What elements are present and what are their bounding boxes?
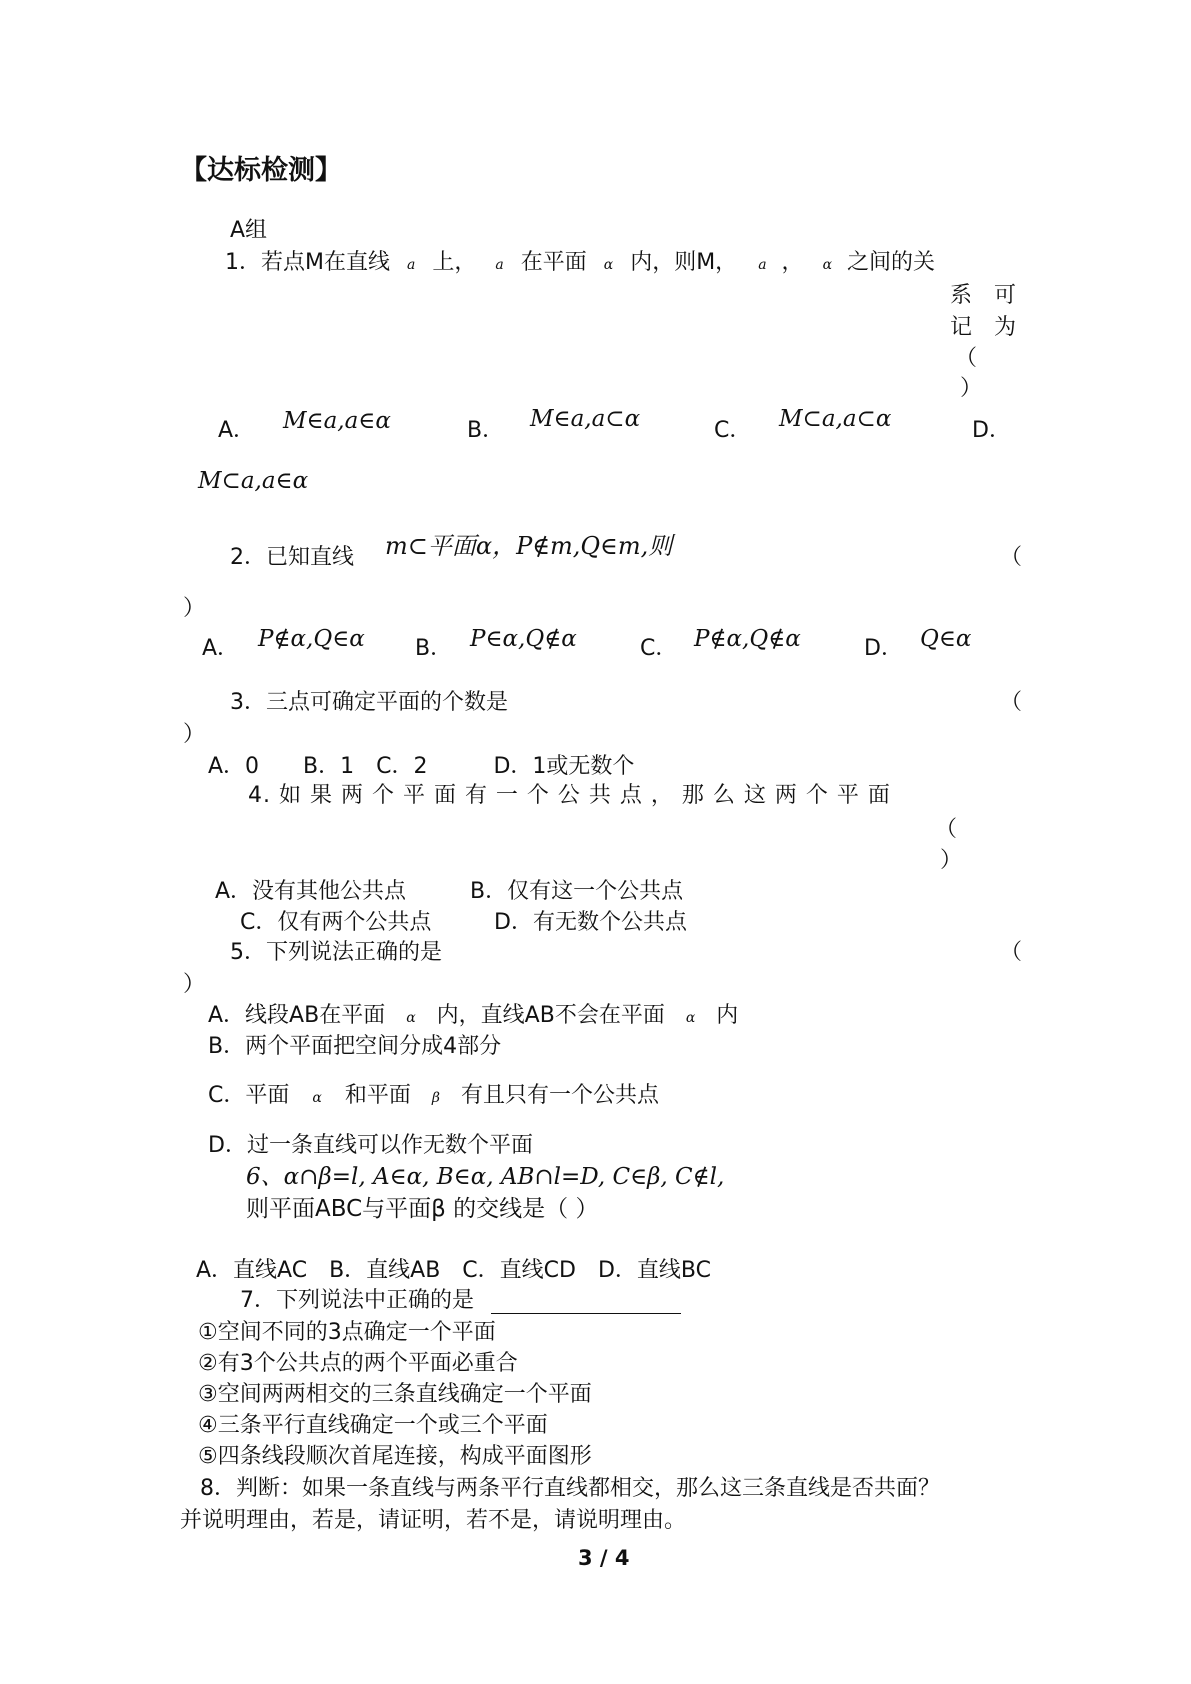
q1-stem bbox=[225, 250, 935, 278]
q5-option-a-part1: A．线段AB在平面 bbox=[208, 1003, 386, 1028]
q5-option-c-part2: 和平面 bbox=[344, 1083, 411, 1108]
q1-comma: ， bbox=[781, 250, 804, 275]
q1-tail-2: 记 为 bbox=[950, 315, 1017, 340]
q5-option-a bbox=[208, 1003, 738, 1031]
q5-paren-close: ） bbox=[183, 972, 206, 997]
q3-paren-open: （ bbox=[1000, 690, 1023, 715]
q2-option-d: Q∈α bbox=[920, 626, 972, 652]
q5-option-a-alpha1: α bbox=[406, 1010, 416, 1026]
q5-option-c bbox=[208, 1083, 659, 1111]
q8-line-2: 并说明理由，若是，请证明，若不是，请说明理由。 bbox=[180, 1508, 687, 1533]
page-number: 3 / 4 bbox=[578, 1546, 630, 1570]
q5-option-c-alpha: α bbox=[312, 1090, 322, 1106]
q1-var-a2: a bbox=[495, 257, 504, 273]
q2-option-c: P∉α,Q∉α bbox=[694, 626, 801, 652]
q1-stem-a: 1．若点M在直线 bbox=[225, 250, 390, 275]
group-label: A组 bbox=[230, 218, 268, 243]
q5-option-d: D．过一条直线可以作无数个平面 bbox=[208, 1133, 533, 1158]
q1-stem-e: 之间的关 bbox=[847, 250, 936, 275]
q1-paren-open: （ bbox=[955, 346, 978, 371]
q5-option-c-part3: 有且只有一个公共点 bbox=[460, 1083, 659, 1108]
q7-item-1: ①空间不同的3点确定一个平面 bbox=[198, 1320, 496, 1345]
q5-option-b: B．两个平面把空间分成4部分 bbox=[208, 1034, 502, 1059]
q4-paren-close: ） bbox=[940, 848, 963, 873]
q5-stem: 5．下列说法正确的是 bbox=[230, 940, 442, 965]
q5-option-a-part3: 内 bbox=[716, 1003, 739, 1028]
q1-var-a1: a bbox=[406, 257, 416, 273]
q4-stem: 4. 如 果 两 个 平 面 有 一 个 公 共 点 ， 那 么 这 两 个 平 面 bbox=[248, 783, 891, 808]
q5-option-a-part2: 内，直线AB不会在平面 bbox=[436, 1003, 665, 1028]
q1-var-a3: a bbox=[758, 257, 767, 273]
q4-option-d: D．有无数个公共点 bbox=[494, 910, 687, 935]
q7-item-2: ②有3个公共点的两个平面必重合 bbox=[198, 1351, 518, 1376]
q2-option-d-label: D． bbox=[864, 636, 903, 661]
q2-option-c-label: C． bbox=[640, 636, 678, 661]
q6-line-2: 则平面ABC与平面β 的交线是（ ） bbox=[246, 1196, 599, 1222]
q1-option-d: M⊂a,a∈α bbox=[198, 468, 309, 494]
q1-option-c: M⊂a,a⊂α bbox=[779, 406, 892, 432]
q1-var-alpha2: α bbox=[822, 257, 833, 273]
q5-paren-open: （ bbox=[1000, 940, 1023, 965]
q2-option-b: P∈α,Q∉α bbox=[470, 626, 577, 652]
q2-paren-close: ） bbox=[183, 596, 206, 621]
section-title: 【达标检测】 bbox=[180, 155, 342, 186]
q1-option-a: M∈a,a∈α bbox=[283, 408, 391, 434]
q7-answer-blank[interactable] bbox=[491, 1293, 681, 1314]
q3-paren-close: ） bbox=[183, 722, 206, 747]
q1-var-alpha1: α bbox=[603, 257, 614, 273]
q4-option-b: B．仅有这一个公共点 bbox=[470, 879, 684, 904]
q3-stem: 3．三点可确定平面的个数是 bbox=[230, 690, 508, 715]
q8-line-1: 8．判断：如果一条直线与两条平行直线都相交，那么这三条直线是否共面？ bbox=[200, 1476, 940, 1501]
q4-option-c: C．仅有两个公共点 bbox=[240, 910, 432, 935]
q1-stem-c: 在平面 bbox=[520, 250, 587, 275]
q2-option-a-label: A． bbox=[202, 636, 240, 661]
q2-paren-open: （ bbox=[1000, 545, 1023, 570]
q5-option-a-alpha2: α bbox=[685, 1010, 696, 1026]
q1-option-a-label: A． bbox=[218, 418, 256, 443]
q4-option-a: A．没有其他公共点 bbox=[215, 879, 407, 904]
q1-option-c-label: C． bbox=[714, 418, 752, 443]
q2-formula: m⊂平面α，P∉m,Q∈m,则 bbox=[385, 532, 673, 560]
q6-line-1 bbox=[246, 1163, 724, 1190]
q2-stem: 2．已知直线 bbox=[230, 545, 354, 570]
q1-option-d-label: D． bbox=[972, 418, 1011, 443]
q1-option-b: M∈a,a⊂α bbox=[530, 406, 641, 432]
q1-option-b-label: B． bbox=[467, 418, 505, 443]
q1-tail-1: 系 可 bbox=[950, 283, 1017, 308]
q7-stem bbox=[240, 1288, 681, 1314]
q2-option-b-label: B． bbox=[415, 636, 453, 661]
q7-item-5: ⑤四条线段顺次首尾连接，构成平面图形 bbox=[198, 1444, 592, 1469]
q1-paren-close: ） bbox=[960, 376, 983, 401]
q7-item-4: ④三条平行直线确定一个或三个平面 bbox=[198, 1413, 548, 1438]
q1-stem-b: 上， bbox=[432, 250, 477, 275]
q6-options: A．直线AC B．直线AB C．直线CD D．直线BC bbox=[196, 1258, 711, 1283]
q1-stem-d: 内，则M， bbox=[630, 250, 738, 275]
q7-stem-text: 7．下列说法中正确的是 bbox=[240, 1288, 474, 1313]
q3-options: A．0 B．1 C．2 D．1或无数个 bbox=[208, 754, 635, 779]
q4-paren-open: （ bbox=[935, 817, 958, 842]
q5-option-c-part1: C．平面 bbox=[208, 1083, 290, 1108]
q5-option-c-beta: β bbox=[431, 1090, 440, 1106]
q7-item-3: ③空间两两相交的三条直线确定一个平面 bbox=[198, 1382, 592, 1407]
q2-option-a: P∉α,Q∈α bbox=[258, 626, 365, 652]
q6-formula: 6、α∩β=l, A∈α, B∈α, AB∩l=D, C∈β, C∉l, bbox=[246, 1164, 725, 1190]
